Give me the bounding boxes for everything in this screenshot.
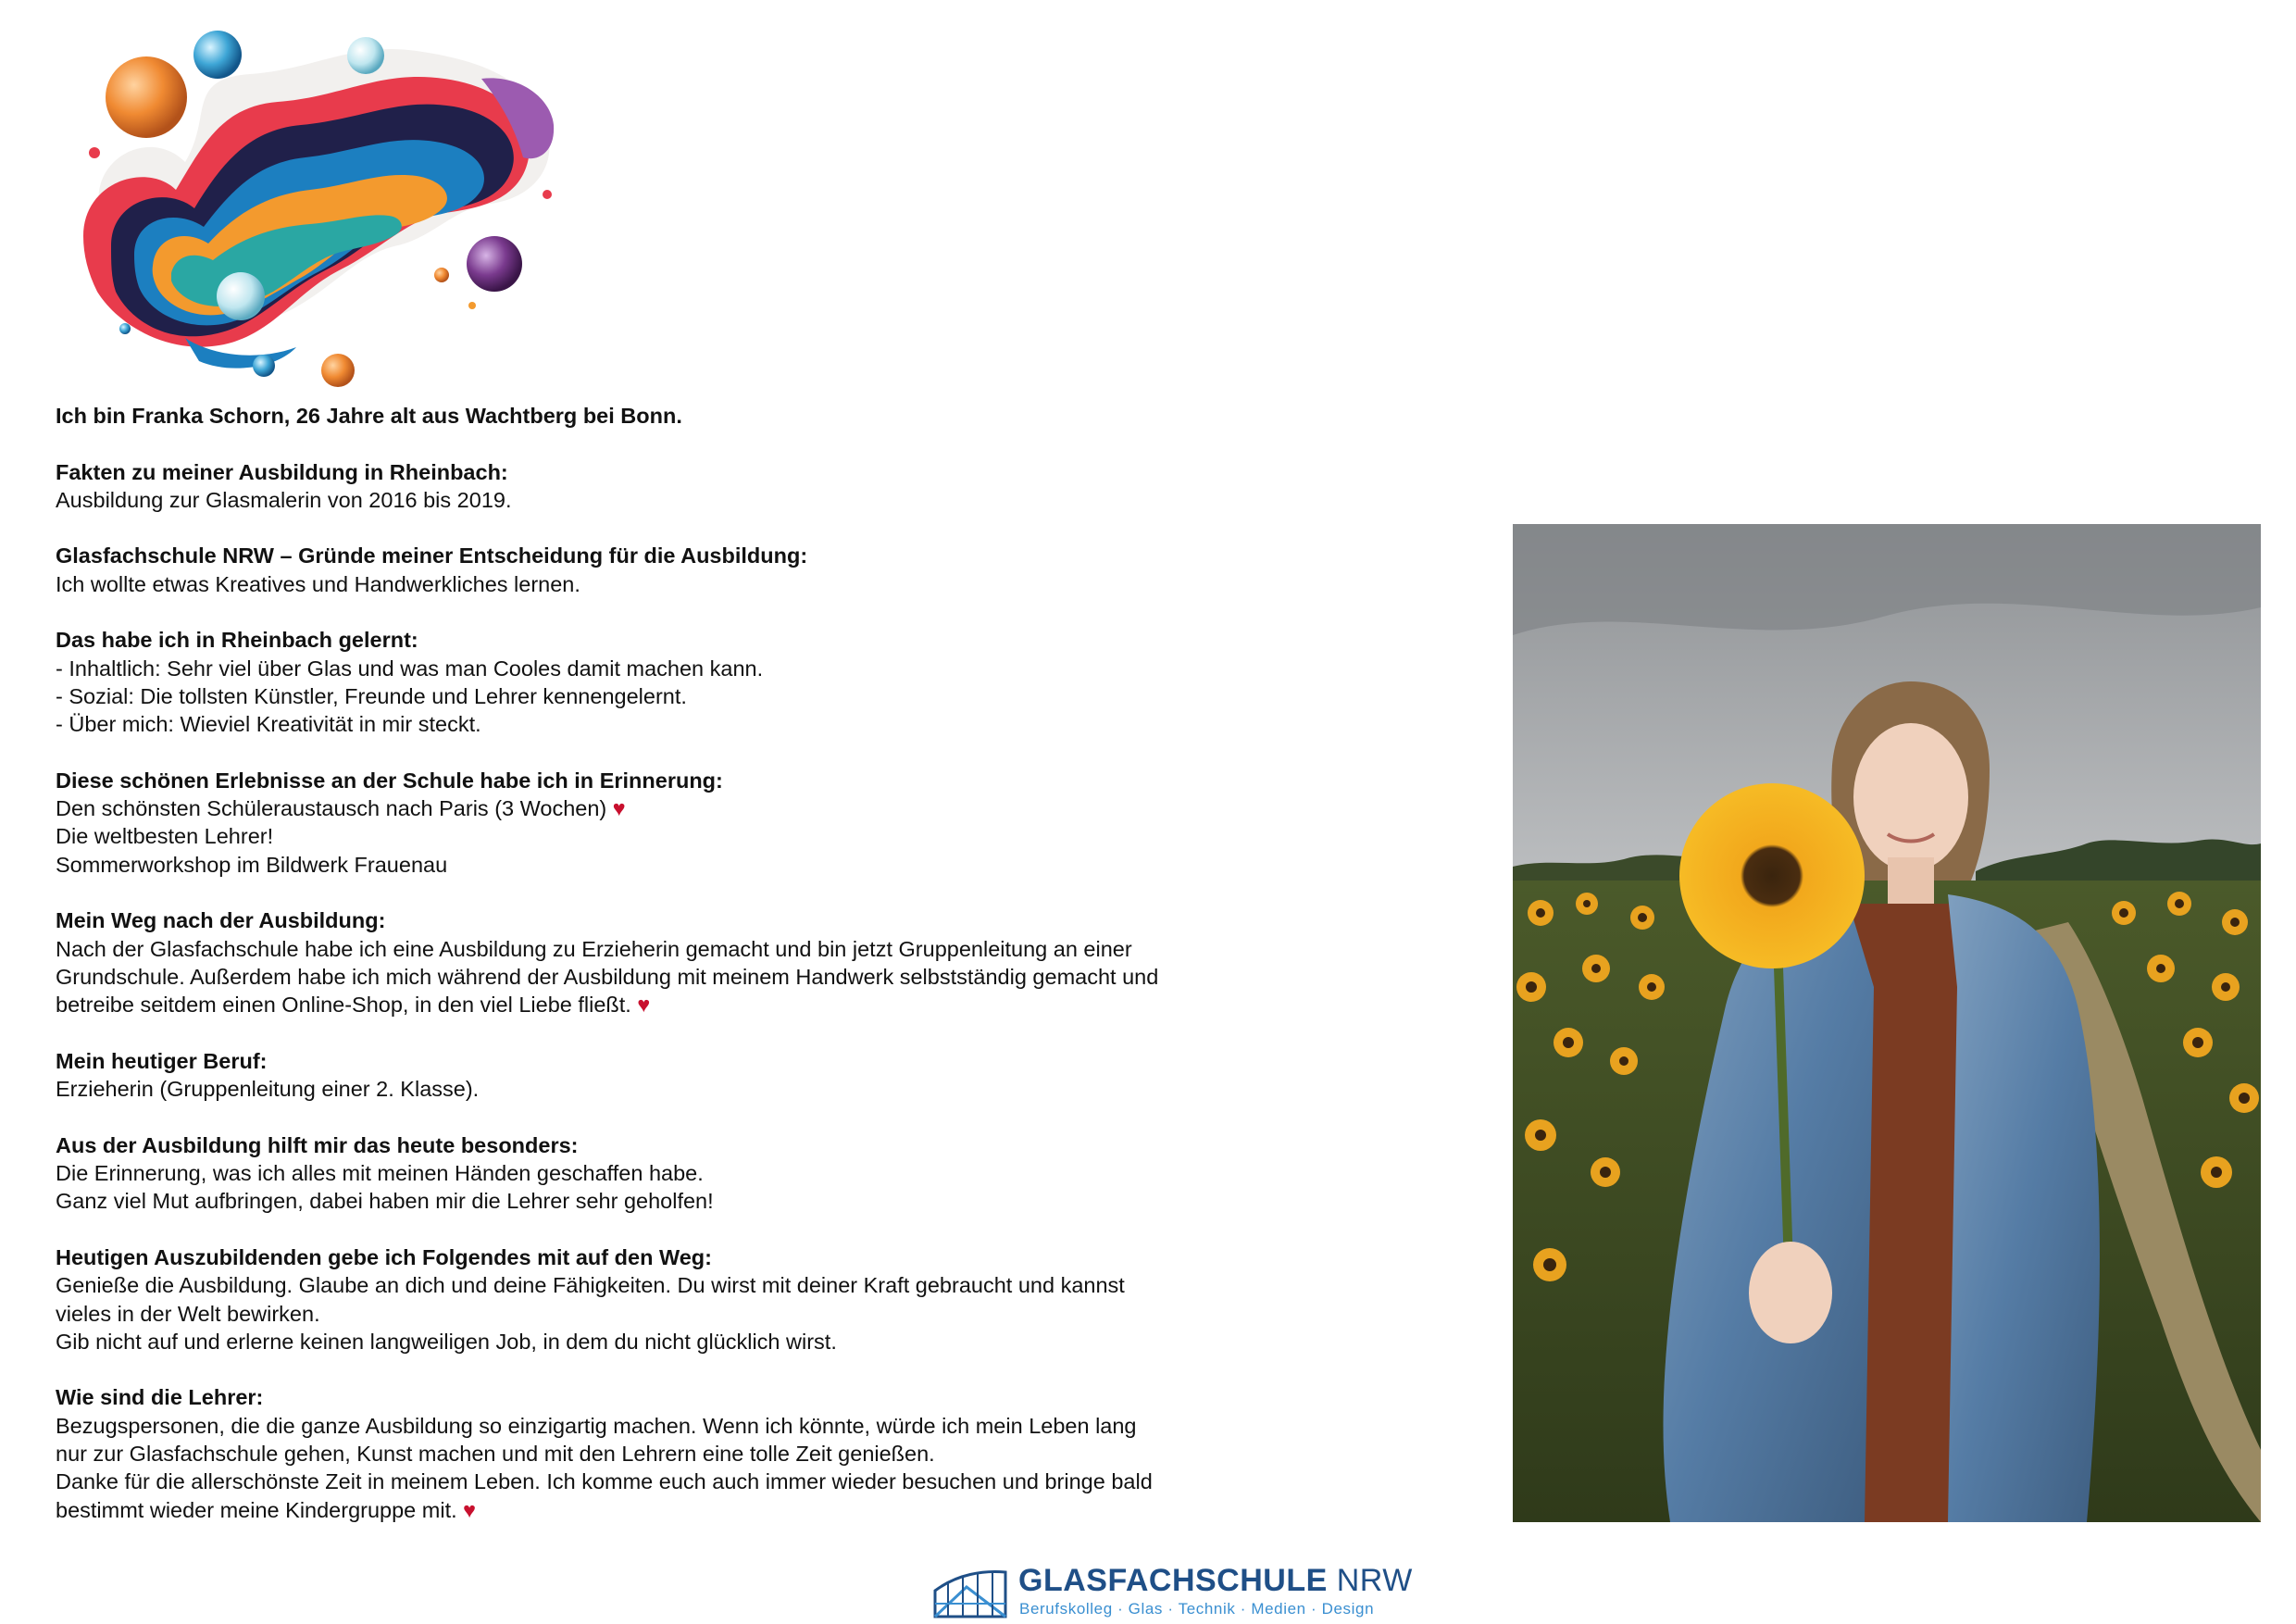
section-heading: Glasfachschule NRW – Gründe meiner Entscheidung für die Ausbildung: — [56, 543, 808, 568]
section-reasons — [56, 542, 1278, 598]
text-line — [56, 991, 1278, 1018]
sunflower-field-portrait-image — [1513, 524, 2261, 1522]
text-line: Genieße die Ausbildung. Glaube an dich und deine Fähigkeiten. Du wirst mit deiner Kraft gebraucht und kannst — [56, 1273, 1125, 1298]
heart-icon: ♥ — [637, 993, 651, 1018]
logo-title-light: NRW — [1336, 1563, 1413, 1598]
section-memories — [56, 767, 1278, 879]
text-line: Die weltbesten Lehrer! — [56, 824, 274, 849]
section-heading: Mein Weg nach der Ausbildung: — [56, 908, 386, 933]
logo-subtitle: Berufskolleg · Glas · Technik · Medien · Design — [1019, 1600, 1375, 1618]
section-teachers — [56, 1383, 1278, 1523]
text-line: nur zur Glasfachschule gehen, Kunst machen und mit den Lehrern eine tolle Zeit genießen. — [56, 1441, 935, 1466]
section-career-path — [56, 906, 1278, 1018]
profile-text — [56, 402, 1278, 1552]
section-helps-today — [56, 1131, 1278, 1216]
text-line: - Inhaltlich: Sehr viel über Glas und was man Cooles damit machen kann. — [56, 656, 764, 681]
logo-title-bold: GLASFACHSCHULE — [1018, 1563, 1328, 1598]
portrait-photo — [1513, 524, 2261, 1522]
heart-icon: ♥ — [463, 1497, 477, 1522]
abstract-swirl-illustration — [46, 23, 574, 394]
glasfachschule-logo — [930, 1563, 1411, 1618]
building-logo-icon — [930, 1563, 1009, 1618]
section-heading: Aus der Ausbildung hilft mir das heute besonders: — [56, 1132, 579, 1157]
section-heading: Diese schönen Erlebnisse an der Schule habe ich in Erinnerung: — [56, 768, 723, 793]
section-heading: Mein heutiger Beruf: — [56, 1048, 268, 1073]
text-line: Grundschule. Außerdem habe ich mich während der Ausbildung mit meinem Handwerk selbstständig gemacht und — [56, 964, 1159, 989]
text-line: Erzieherin (Gruppenleitung einer 2. Klasse). — [56, 1077, 480, 1102]
section-heading: Wie sind die Lehrer: — [56, 1385, 264, 1410]
text-line: - Über mich: Wieviel Kreativität in mir steckt. — [56, 712, 481, 737]
section-heading: Das habe ich in Rheinbach gelernt: — [56, 628, 418, 653]
section-heading: Heutigen Auszubildenden gebe ich Folgendes mit auf den Weg: — [56, 1244, 712, 1269]
text-line: Gib nicht auf und erlerne keinen langweiligen Job, in dem du nicht glücklich wirst. — [56, 1329, 837, 1354]
section-current-job — [56, 1047, 1278, 1104]
text-line: Bezugspersonen, die die ganze Ausbildung so einzigartig machen. Wenn ich könnte, würde ich mein Leben lang — [56, 1413, 1137, 1438]
section-advice — [56, 1243, 1278, 1355]
section-learned — [56, 626, 1278, 738]
text-line: Sommerworkshop im Bildwerk Frauenau — [56, 852, 448, 877]
text-line: vieles in der Welt bewirken. — [56, 1301, 320, 1326]
text-line — [56, 794, 1278, 822]
logo-title — [1018, 1563, 1413, 1599]
text-line-content: betreibe seitdem einen Online-Shop, in den viel Liebe fließt. — [56, 993, 631, 1018]
text-line: Ausbildung zur Glasmalerin von 2016 bis 2019. — [56, 487, 512, 512]
text-line: Die Erinnerung, was ich alles mit meinen Händen geschaffen habe. — [56, 1161, 704, 1186]
text-line-content: Den schönsten Schüleraustausch nach Paris (3 Wochen) — [56, 796, 607, 821]
section-heading: Fakten zu meiner Ausbildung in Rheinbach: — [56, 459, 508, 484]
text-line: Ich wollte etwas Kreatives und Handwerkliches lernen. — [56, 571, 580, 596]
text-line — [56, 1496, 1278, 1524]
text-line: Nach der Glasfachschule habe ich eine Ausbildung zu Erzieherin gemacht und bin jetzt Gruppenleitung an einer — [56, 936, 1132, 961]
heart-icon: ♥ — [612, 796, 626, 821]
section-facts — [56, 458, 1278, 515]
text-line: Ganz viel Mut aufbringen, dabei haben mir die Lehrer sehr geholfen! — [56, 1189, 714, 1214]
text-line: - Sozial: Die tollsten Künstler, Freunde und Lehrer kennengelernt. — [56, 683, 687, 708]
intro-line: Ich bin Franka Schorn, 26 Jahre alt aus Wachtberg bei Bonn. — [56, 404, 682, 428]
text-line: Danke für die allerschönste Zeit in meinem Leben. Ich komme euch auch immer wieder besuchen und bringe bald — [56, 1469, 1153, 1494]
text-line-content: bestimmt wieder meine Kindergruppe mit. — [56, 1497, 457, 1522]
